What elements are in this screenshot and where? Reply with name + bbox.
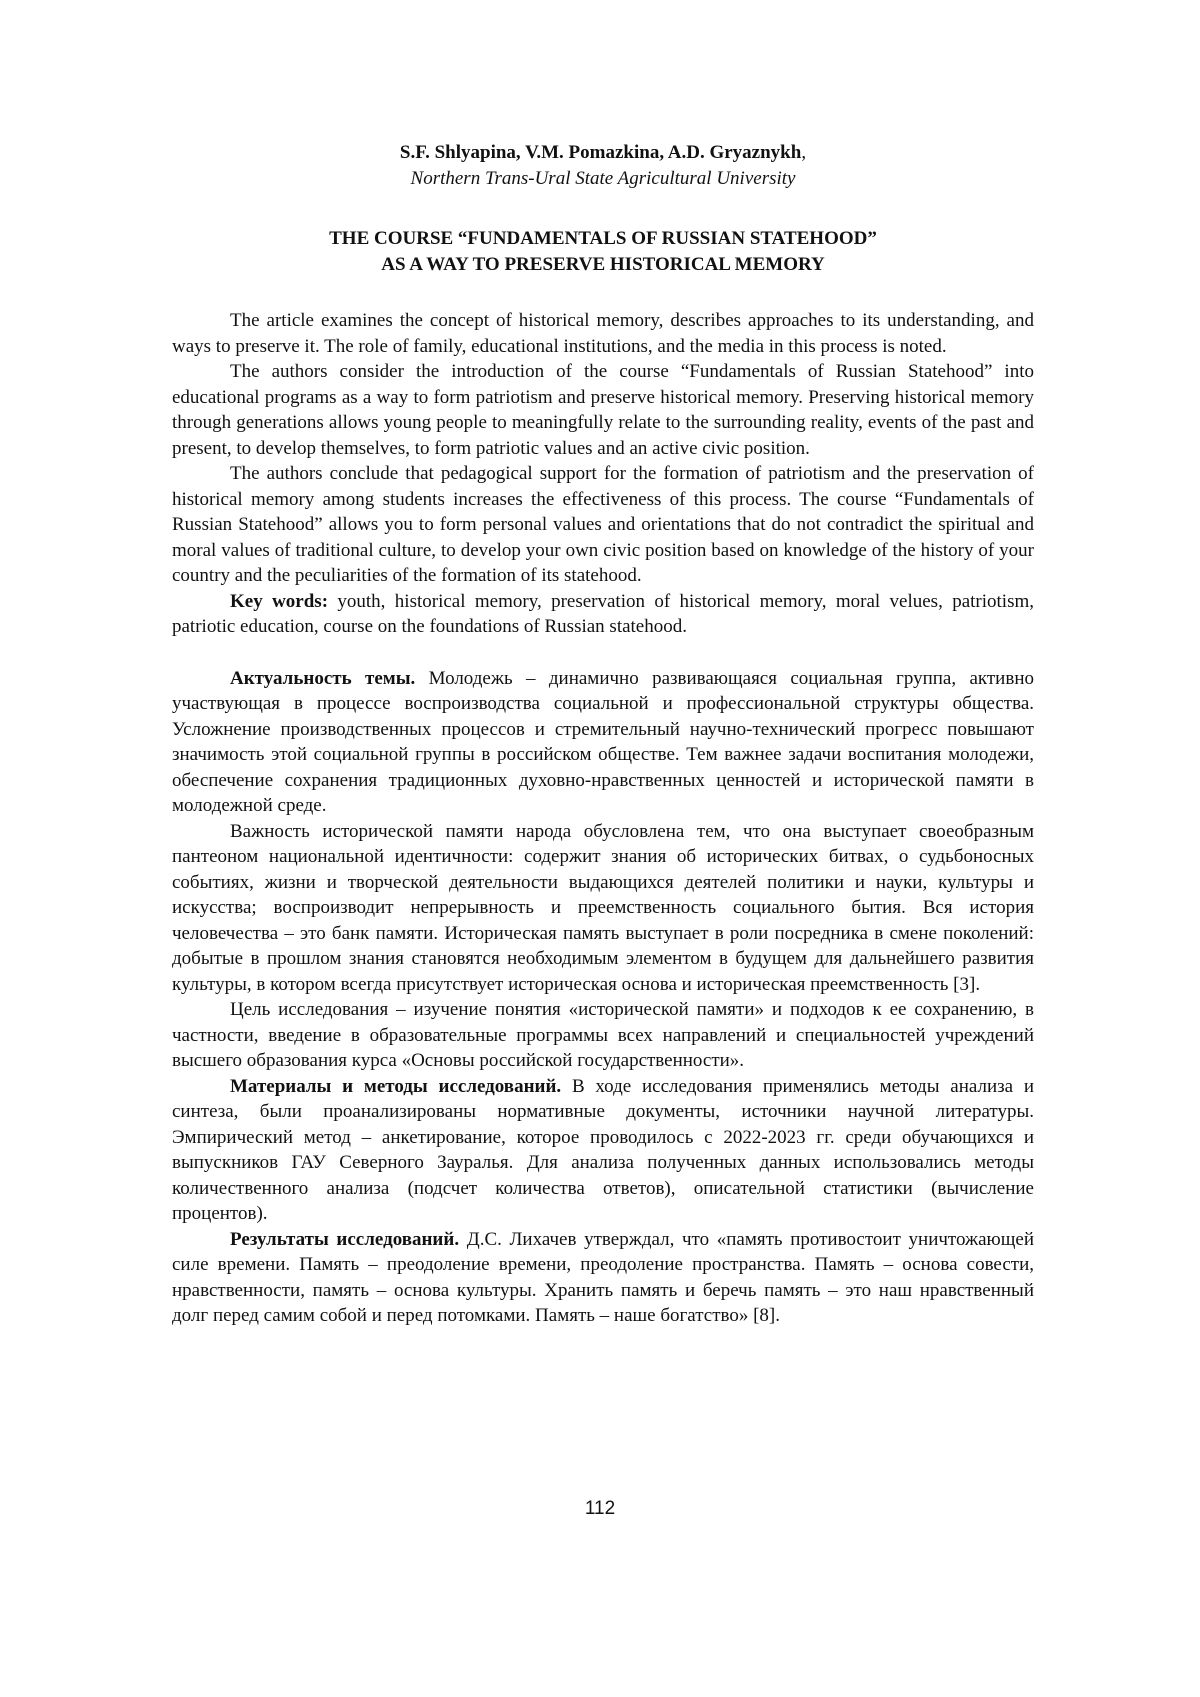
relevance-text: Молодежь – динамично развивающаяся социальная группа, активно участвующая в процессе воспроизводства социальной и профессиональной структуры общества. Усложнение производственных процессов и стремительный научно-технический прогресс повышают значимость этой социальной группы в российском обществе. Тем важнее задачи воспитания молодежи, обеспечение сохранения традиционных духовно-нравственных ценностей и исторической памяти в молодежной среде. — [172, 667, 1034, 816]
results-paragraph — [172, 1227, 1034, 1329]
keywords-text: youth, historical memory, preservation of historical memory, moral velues, patriotism, patriotic education, course on the foundations of Russian statehood. — [172, 590, 1034, 637]
author-trail: , — [801, 142, 807, 163]
methods-label: Материалы и методы исследований. — [230, 1075, 562, 1097]
abstract — [172, 308, 1034, 640]
keywords-label: Key words: — [230, 590, 329, 612]
methods-text: В ходе исследования применялись методы анализа и синтеза, были проанализированы нормативные документы, источники научной литературы. Эмпирический метод – анкетирование, которое проводилось с 2022-2023 гг. среди обучающихся и выпускников ГАУ Северного Зауралья. Для анализа полученных данных использовались методы количественного анализа (подсчет количества ответов), описательной статистики (вычисление процентов). — [172, 1075, 1034, 1224]
relevance-paragraph — [172, 666, 1034, 819]
author-names: S.F. Shlyapina, V.M. Pomazkina, A.D. Gryaznykh — [399, 142, 802, 163]
relevance-label: Актуальность темы. — [230, 667, 416, 689]
affiliation: Northern Trans-Ural State Agricultural University — [410, 168, 796, 189]
goal-paragraph: Цель исследования – изучение понятия «исторической памяти» и подходов к ее сохранению, в частности, введение в образовательные программы всех направлений и специальностей учреждений высшего образования курса «Основы российской государственности». — [172, 999, 1034, 1071]
article-title — [172, 226, 1034, 278]
results-text: Д.С. Лихачев утверждал, что «память противостоит уничтожающей силе времени. Память – преодоление времени, преодоление пространства. Память – основа совести, нравственности, память – основа культуры. Хранить память и беречь память – это наш нравственный долг перед самим собой и перед потомками. Память – наше богатство» [8]. — [172, 1228, 1034, 1326]
article-body — [172, 666, 1034, 1329]
methods-paragraph — [172, 1074, 1034, 1227]
authors-line — [172, 140, 1034, 166]
abstract-paragraph-2: The authors consider the introduction of the course “Fundamentals of Russian Statehood” into educational programs as a way to form patriotism and preserve historical memory. Preserving historical memory through generations allows young people to meaningfully relate to the surrounding reality, events of the past and present, to develop themselves, to form patriotic values and an active civic position. — [172, 361, 1034, 459]
page-content — [172, 140, 1034, 1329]
results-label: Результаты исследований. — [230, 1228, 460, 1250]
title-line-2: AS A WAY TO PRESERVE HISTORICAL MEMORY — [381, 254, 825, 275]
abstract-paragraph-3: The authors conclude that pedagogical support for the formation of patriotism and the preservation of historical memory among students increases the effectiveness of this process. The course “Fundamentals of Russian Statehood” allows you to form personal values and orientations that do not contradict the spiritual and moral values of traditional culture, to develop your own civic position based on knowledge of the history of your country and the peculiarities of the formation of its statehood. — [172, 463, 1034, 586]
title-line-1: THE COURSE “FUNDAMENTALS OF RUSSIAN STATEHOOD” — [329, 228, 877, 249]
page-number: 112 — [584, 1498, 616, 1519]
keywords — [172, 589, 1034, 640]
importance-paragraph: Важность исторической памяти народа обусловлена тем, что она выступает своеобразным пантеоном национальной идентичности: содержит знания об исторических битвах, о судьбоносных событиях, жизни и творческой деятельности выдающихся деятелей политики и науки, культуры и искусства; воспроизводит непрерывность и преемственность социального бытия. Вся история человечества – это банк памяти. Историческая память выступает в роли посредника в смене поколений: добытые в прошлом знания становятся необходимым элементом в будущем для дальнейшего развития культуры, в котором всегда присутствует историческая основа и историческая преемственность [3]. — [172, 820, 1034, 995]
abstract-paragraph-1: The article examines the concept of historical memory, describes approaches to its understanding, and ways to preserve it. The role of family, educational institutions, and the media in this process is noted. — [172, 310, 1034, 357]
